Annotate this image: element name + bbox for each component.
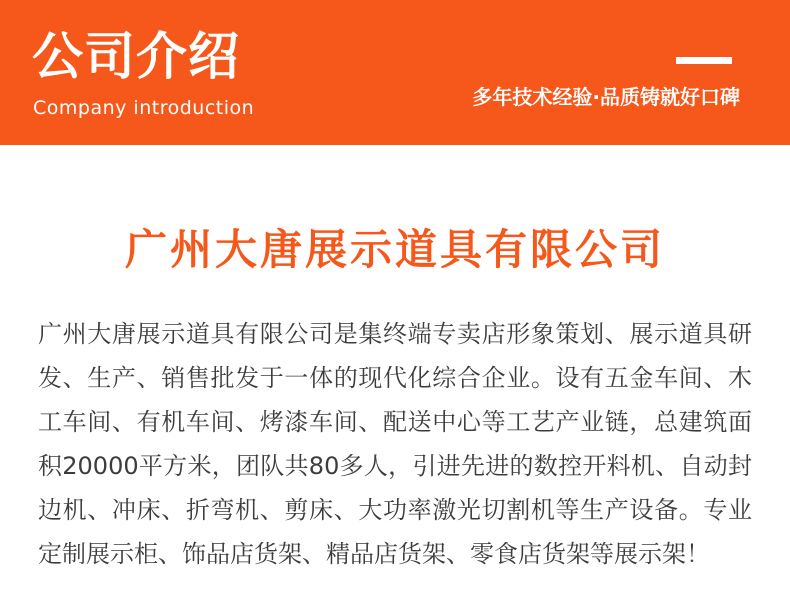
section-title-zh: 公司介绍 [32, 28, 241, 87]
company-description: 广州大唐展示道具有限公司是集终端专卖店形象策划、展示道具研发、生产、销售批发于一体的现代化综合企业。设有五金车间、木工车间、有机车间、烤漆车间、配送中心等工艺产业链，总建筑面积20000平方米，团队共80多人，引进先进的数控开料机、自动封边机、冲床、折弯机、剪床、大功率激光切割机等生产设备。专业定制展示柜、饰品店货架、精品店货架、零食店货架等展示架！ [38, 320, 752, 568]
section-title-en: Company introduction [33, 97, 255, 119]
company-name-title: 广州大唐展示道具有限公司 [124, 225, 665, 274]
dash-icon [676, 57, 732, 64]
header-banner [0, 0, 790, 145]
header-tagline: 多年技术经验·品质铸就好口碑 [472, 85, 740, 109]
